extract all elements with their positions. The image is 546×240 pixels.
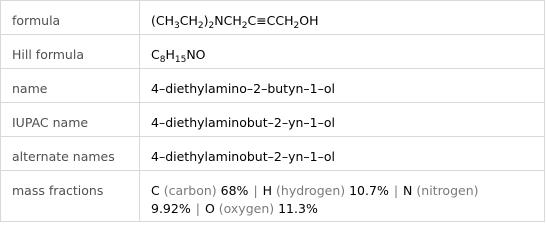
mass-item-hydrogen xyxy=(263,183,389,198)
row-alternate-names xyxy=(1,137,545,171)
formula-value xyxy=(151,1,536,30)
label-cell-hill-formula xyxy=(1,35,140,69)
value-cell-hill-formula xyxy=(140,35,545,69)
name-label: name xyxy=(12,81,48,96)
mass-item-nitrogen-symbol xyxy=(403,183,478,198)
value-cell-iupac-name xyxy=(140,103,545,137)
element-name: (oxygen) xyxy=(218,201,275,216)
formula-part: ) xyxy=(203,13,209,28)
hill-part: H xyxy=(165,47,175,62)
element-name: (hydrogen) xyxy=(276,183,346,198)
value-cell-alternate-names xyxy=(140,137,545,171)
alternate-names-value: 4–diethylaminobut–2–yn–1–ol xyxy=(151,149,335,164)
mass-separator: | xyxy=(195,201,200,216)
formula-part: CH xyxy=(179,13,198,28)
label-cell-mass-fractions xyxy=(1,171,140,222)
mass-separator: | xyxy=(393,183,399,198)
mass-fractions-label: mass fractions xyxy=(12,183,104,198)
mass-item-carbon xyxy=(151,183,248,198)
formula-part: (CH xyxy=(151,13,175,28)
formula-part: OH xyxy=(299,13,319,28)
row-name xyxy=(1,69,545,103)
element-percent: 9.92% xyxy=(151,201,191,216)
iupac-name-value: 4–diethylaminobut–2–yn–1–ol xyxy=(151,115,335,130)
element-symbol: C xyxy=(151,183,160,198)
hill-formula-value xyxy=(151,35,536,64)
value-cell-mass-fractions xyxy=(140,171,545,222)
formula-subscript: 2 xyxy=(241,21,248,31)
element-symbol: N xyxy=(403,183,413,198)
element-percent: 68% xyxy=(220,183,249,198)
row-formula xyxy=(1,1,545,35)
element-percent: 10.7% xyxy=(349,183,389,198)
iupac-name-label: IUPAC name xyxy=(12,115,89,130)
hill-part: NO xyxy=(186,47,206,62)
element-name: (nitrogen) xyxy=(416,183,479,198)
label-cell-alternate-names xyxy=(1,137,140,171)
alternate-names-label: alternate names xyxy=(12,149,115,164)
element-symbol: H xyxy=(262,183,273,198)
element-percent: 11.3% xyxy=(278,201,318,216)
hill-part: C xyxy=(151,47,160,62)
row-mass-fractions xyxy=(1,171,545,222)
hill-subscript: 8 xyxy=(159,55,166,65)
row-hill-formula xyxy=(1,35,545,69)
formula-subscript: 2 xyxy=(197,21,204,31)
label-cell-formula xyxy=(1,1,140,35)
value-cell-name xyxy=(140,69,545,103)
label-cell-iupac-name xyxy=(1,103,140,137)
mass-fractions-line-1 xyxy=(151,182,536,200)
formula-subscript: 2 xyxy=(208,21,215,31)
mass-item-oxygen xyxy=(205,201,318,216)
hill-formula-label: Hill formula xyxy=(12,47,84,62)
name-value: 4–diethylamino–2–butyn–1–ol xyxy=(151,81,335,96)
mass-fractions-value xyxy=(151,171,536,218)
label-cell-name xyxy=(1,69,140,103)
mass-separator: | xyxy=(253,183,258,198)
mass-fractions-line-2 xyxy=(151,200,536,218)
formula-part: C≡CCH xyxy=(247,13,294,28)
row-iupac-name xyxy=(1,103,545,137)
element-name: (carbon) xyxy=(163,183,217,198)
formula-label: formula xyxy=(12,13,61,28)
hill-subscript: 15 xyxy=(174,55,187,65)
formula-subscript: 2 xyxy=(293,21,300,31)
formula-subscript: 3 xyxy=(174,21,180,31)
value-cell-formula xyxy=(140,1,545,35)
formula-part: NCH xyxy=(214,13,242,28)
element-symbol: O xyxy=(204,201,215,216)
